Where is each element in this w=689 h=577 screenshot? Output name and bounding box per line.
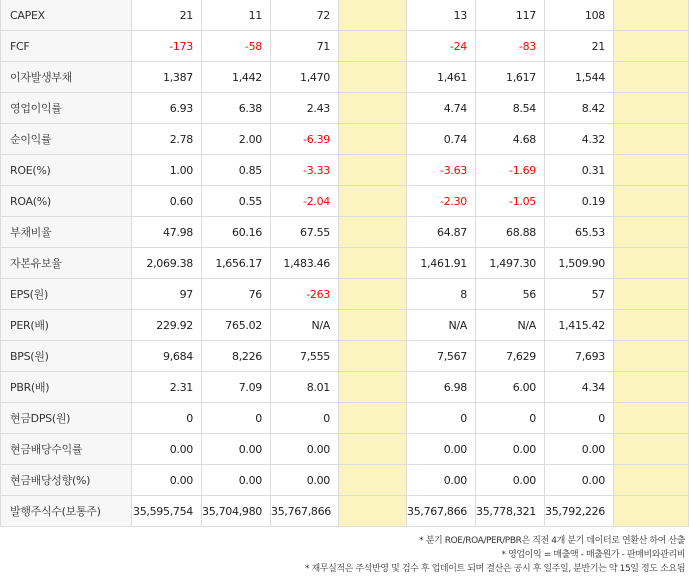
highlight-cell (339, 31, 407, 62)
table-row (1, 31, 689, 62)
highlight-cell (614, 124, 689, 155)
highlight-cell (614, 465, 689, 496)
value-cell: -3.63 (407, 155, 476, 186)
value-cell: 117 (476, 0, 545, 31)
highlight-cell (339, 93, 407, 124)
footnotes (305, 534, 685, 576)
value-cell: 35,704,980 (202, 496, 271, 527)
value-cell: 1,442 (202, 62, 271, 93)
table-row (1, 217, 689, 248)
row-label: EPS(원) (1, 279, 132, 310)
value-cell: 64.87 (407, 217, 476, 248)
value-cell: 97 (132, 279, 202, 310)
value-cell: 2.31 (132, 372, 202, 403)
value-cell: 7,693 (545, 341, 614, 372)
value-cell: 7,567 (407, 341, 476, 372)
value-cell: 35,778,321 (476, 496, 545, 527)
highlight-cell (339, 155, 407, 186)
table-row (1, 465, 689, 496)
value-cell: N/A (407, 310, 476, 341)
footnote-annualized: * 분기 ROE/ROA/PER/PBR은 직전 4개 분기 데이터로 연환산 하여 산출 (419, 536, 685, 546)
row-label: PBR(배) (1, 372, 132, 403)
value-cell: 68.88 (476, 217, 545, 248)
footnote-update-timing: * 재무실적은 주석반영 및 검수 후 업데이트 되며 결산은 공시 후 일주일, 분반기는 약 15일 정도 소요됨 (304, 564, 685, 574)
value-cell: 0 (202, 403, 271, 434)
value-cell: 7,629 (476, 341, 545, 372)
value-cell: -83 (476, 31, 545, 62)
highlight-cell (614, 372, 689, 403)
value-cell: 0 (476, 403, 545, 434)
value-cell: 65.53 (545, 217, 614, 248)
highlight-cell (339, 434, 407, 465)
highlight-cell (614, 403, 689, 434)
highlight-cell (614, 341, 689, 372)
value-cell: 6.93 (132, 93, 202, 124)
row-label: 부채비율 (1, 217, 132, 248)
value-cell: 47.98 (132, 217, 202, 248)
value-cell: 13 (407, 0, 476, 31)
value-cell: -263 (271, 279, 339, 310)
row-label: PER(배) (1, 310, 132, 341)
value-cell: 21 (132, 0, 202, 31)
highlight-cell (614, 62, 689, 93)
value-cell: 35,767,866 (407, 496, 476, 527)
value-cell: 72 (271, 0, 339, 31)
highlight-cell (614, 93, 689, 124)
value-cell: 1,461.91 (407, 248, 476, 279)
row-label: ROA(%) (1, 186, 132, 217)
value-cell: -24 (407, 31, 476, 62)
value-cell: N/A (271, 310, 339, 341)
value-cell: 0.00 (271, 465, 339, 496)
value-cell: 8.42 (545, 93, 614, 124)
table-row (1, 279, 689, 310)
value-cell: 0.00 (407, 465, 476, 496)
table-row (1, 155, 689, 186)
value-cell: 0.00 (202, 465, 271, 496)
value-cell: 1,617 (476, 62, 545, 93)
highlight-cell (339, 248, 407, 279)
value-cell: -6.39 (271, 124, 339, 155)
value-cell: 0.00 (545, 434, 614, 465)
table-row (1, 62, 689, 93)
highlight-cell (339, 341, 407, 372)
value-cell: 2.00 (202, 124, 271, 155)
value-cell: 6.38 (202, 93, 271, 124)
value-cell: -1.69 (476, 155, 545, 186)
row-label: BPS(원) (1, 341, 132, 372)
value-cell: 0.60 (132, 186, 202, 217)
table-row (1, 93, 689, 124)
table-row (1, 434, 689, 465)
value-cell: 0 (545, 403, 614, 434)
value-cell: 0 (407, 403, 476, 434)
value-cell: 71 (271, 31, 339, 62)
value-cell: 0.19 (545, 186, 614, 217)
highlight-cell (614, 155, 689, 186)
value-cell: 6.98 (407, 372, 476, 403)
highlight-cell (614, 279, 689, 310)
value-cell: 0.00 (132, 434, 202, 465)
row-label: CAPEX (1, 0, 132, 31)
row-label: 이자발생부채 (1, 62, 132, 93)
value-cell: -3.33 (271, 155, 339, 186)
value-cell: 35,767,866 (271, 496, 339, 527)
value-cell: N/A (476, 310, 545, 341)
value-cell: 7,555 (271, 341, 339, 372)
value-cell: 4.74 (407, 93, 476, 124)
value-cell: 229.92 (132, 310, 202, 341)
value-cell: 8,226 (202, 341, 271, 372)
highlight-cell (339, 496, 407, 527)
row-label: 발행주식수(보통주) (1, 496, 132, 527)
table-row (1, 186, 689, 217)
value-cell: 1,415.42 (545, 310, 614, 341)
highlight-cell (614, 186, 689, 217)
table-row (1, 310, 689, 341)
value-cell: 56 (476, 279, 545, 310)
value-cell: 1,483.46 (271, 248, 339, 279)
highlight-cell (614, 434, 689, 465)
value-cell: -2.04 (271, 186, 339, 217)
value-cell: -58 (202, 31, 271, 62)
row-label: ROE(%) (1, 155, 132, 186)
highlight-cell (339, 465, 407, 496)
value-cell: 4.34 (545, 372, 614, 403)
row-label: 현금배당성향(%) (1, 465, 132, 496)
highlight-cell (614, 31, 689, 62)
value-cell: -1.05 (476, 186, 545, 217)
value-cell: 0.00 (476, 465, 545, 496)
value-cell: 76 (202, 279, 271, 310)
table-row (1, 403, 689, 434)
value-cell: 0.74 (407, 124, 476, 155)
highlight-cell (614, 217, 689, 248)
value-cell: 57 (545, 279, 614, 310)
value-cell: 4.32 (545, 124, 614, 155)
value-cell: -2.30 (407, 186, 476, 217)
highlight-cell (339, 62, 407, 93)
value-cell: 0 (132, 403, 202, 434)
value-cell: 1,470 (271, 62, 339, 93)
highlight-cell (614, 310, 689, 341)
value-cell: 0.31 (545, 155, 614, 186)
highlight-cell (614, 496, 689, 527)
value-cell: 60.16 (202, 217, 271, 248)
value-cell: 1,656.17 (202, 248, 271, 279)
table-row (1, 124, 689, 155)
value-cell: 11 (202, 0, 271, 31)
value-cell: 0.00 (545, 465, 614, 496)
highlight-cell (614, 248, 689, 279)
value-cell: 2,069.38 (132, 248, 202, 279)
value-cell: 6.00 (476, 372, 545, 403)
value-cell: 1,461 (407, 62, 476, 93)
value-cell: 0.00 (476, 434, 545, 465)
table-row (1, 248, 689, 279)
value-cell: 108 (545, 0, 614, 31)
value-cell: 2.78 (132, 124, 202, 155)
value-cell: -173 (132, 31, 202, 62)
value-cell: 8 (407, 279, 476, 310)
highlight-cell (339, 186, 407, 217)
highlight-cell (339, 372, 407, 403)
footnote-operating-income: * 영업이익 = 매출액 - 매출원가 - 판매비와관리비 (501, 550, 685, 560)
highlight-cell (339, 0, 407, 31)
value-cell: 0.55 (202, 186, 271, 217)
value-cell: 4.68 (476, 124, 545, 155)
table-row (1, 0, 689, 31)
value-cell: 1,509.90 (545, 248, 614, 279)
value-cell: 765.02 (202, 310, 271, 341)
value-cell: 1.00 (132, 155, 202, 186)
value-cell: 0.85 (202, 155, 271, 186)
value-cell: 0.00 (271, 434, 339, 465)
value-cell: 0.00 (202, 434, 271, 465)
value-cell: 1,387 (132, 62, 202, 93)
value-cell: 67.55 (271, 217, 339, 248)
value-cell: 2.43 (271, 93, 339, 124)
value-cell: 9,684 (132, 341, 202, 372)
value-cell: 35,595,754 (132, 496, 202, 527)
highlight-cell (614, 0, 689, 31)
highlight-cell (339, 124, 407, 155)
value-cell: 0 (271, 403, 339, 434)
value-cell: 7.09 (202, 372, 271, 403)
table-row (1, 496, 689, 527)
value-cell: 0.00 (132, 465, 202, 496)
row-label: 현금DPS(원) (1, 403, 132, 434)
value-cell: 1,497.30 (476, 248, 545, 279)
table-row (1, 341, 689, 372)
row-label: 순이익률 (1, 124, 132, 155)
highlight-cell (339, 279, 407, 310)
value-cell: 1,544 (545, 62, 614, 93)
highlight-cell (339, 403, 407, 434)
value-cell: 8.01 (271, 372, 339, 403)
value-cell: 35,792,226 (545, 496, 614, 527)
value-cell: 0.00 (407, 434, 476, 465)
row-label: 자본유보율 (1, 248, 132, 279)
value-cell: 8.54 (476, 93, 545, 124)
row-label: 현금배당수익률 (1, 434, 132, 465)
highlight-cell (339, 217, 407, 248)
row-label: 영업이익률 (1, 93, 132, 124)
value-cell: 21 (545, 31, 614, 62)
table-row (1, 372, 689, 403)
highlight-cell (339, 310, 407, 341)
row-label: FCF (1, 31, 132, 62)
